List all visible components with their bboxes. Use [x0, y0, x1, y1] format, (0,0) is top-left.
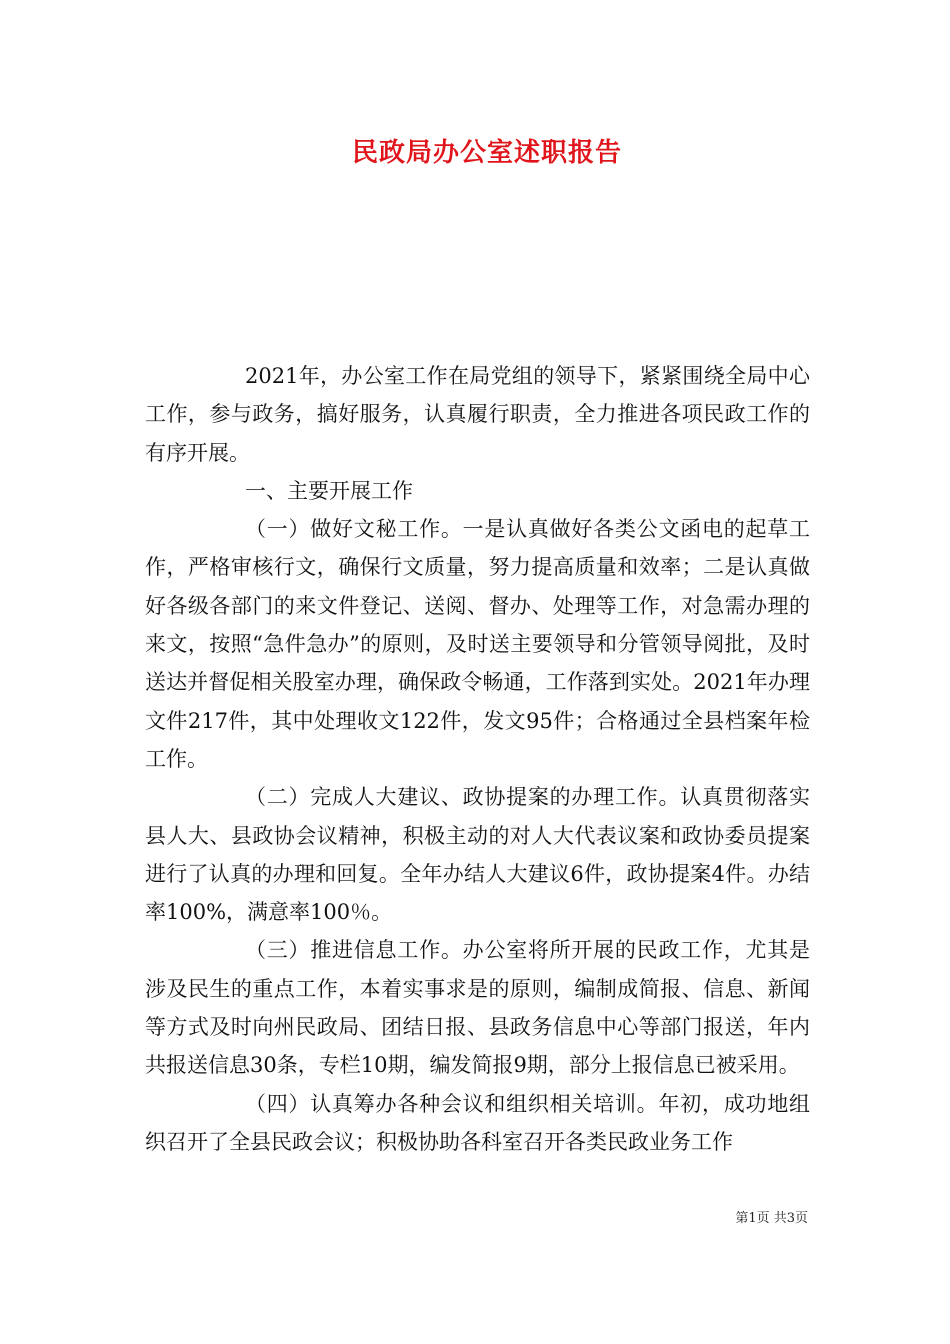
document-title: 民政局办公室述职报告 — [352, 138, 623, 168]
paragraph-proposals: （二）完成人大建议、政协提案的办理工作。认真贯彻落实县人大、县政协会议精神，积极主动的对人大代表议案和政协委员提案进行了认真的办理和回复。全年办结人大建议6件，政协提案4件。办结率100%，满意率100％。 — [145, 785, 810, 925]
paragraph-information: （三）推进信息工作。办公室将所开展的民政工作，尤其是涉及民生的重点工作，本着实事求是的原则，编制成简报、信息、新闻等方式及时向州民政局、团结日报、县政务信息中心等部门报送，年内共报送信息30条，专栏10期，编发简报9期，部分上报信息已被采用。 — [145, 938, 810, 1078]
paragraph-meetings: （四）认真筹办各种会议和组织相关培训。年初，成功地组织召开了全县民政会议；积极协助各科室召开各类民政业务工作 — [145, 1091, 810, 1154]
paragraph-intro: 2021年，办公室工作在局党组的领导下，紧紧围绕全局中心工作，参与政务，搞好服务，认真履行职责，全力推进各项民政工作的有序开展。 — [145, 364, 810, 465]
document-body — [145, 357, 810, 1161]
section-heading: 一、主要开展工作 — [245, 478, 413, 503]
paragraph-secretarial: （一）做好文秘工作。一是认真做好各类公文函电的起草工作，严格审核行文，确保行文质量，努力提高质量和效率；二是认真做好各级各部门的来文件登记、送阅、督办、处理等工作，对急需办理的来文，按照“急件急办”的原则，及时送主要领导和分管领导阅批，及时送达并督促相关股室办理，确保政令畅通，工作落到实处。2021年办理文件217件，其中处理收文122件，发文95件；合格通过全县档案年检工作。 — [145, 517, 810, 771]
page-number-footer: 第1页 共3页 — [735, 1211, 808, 1226]
